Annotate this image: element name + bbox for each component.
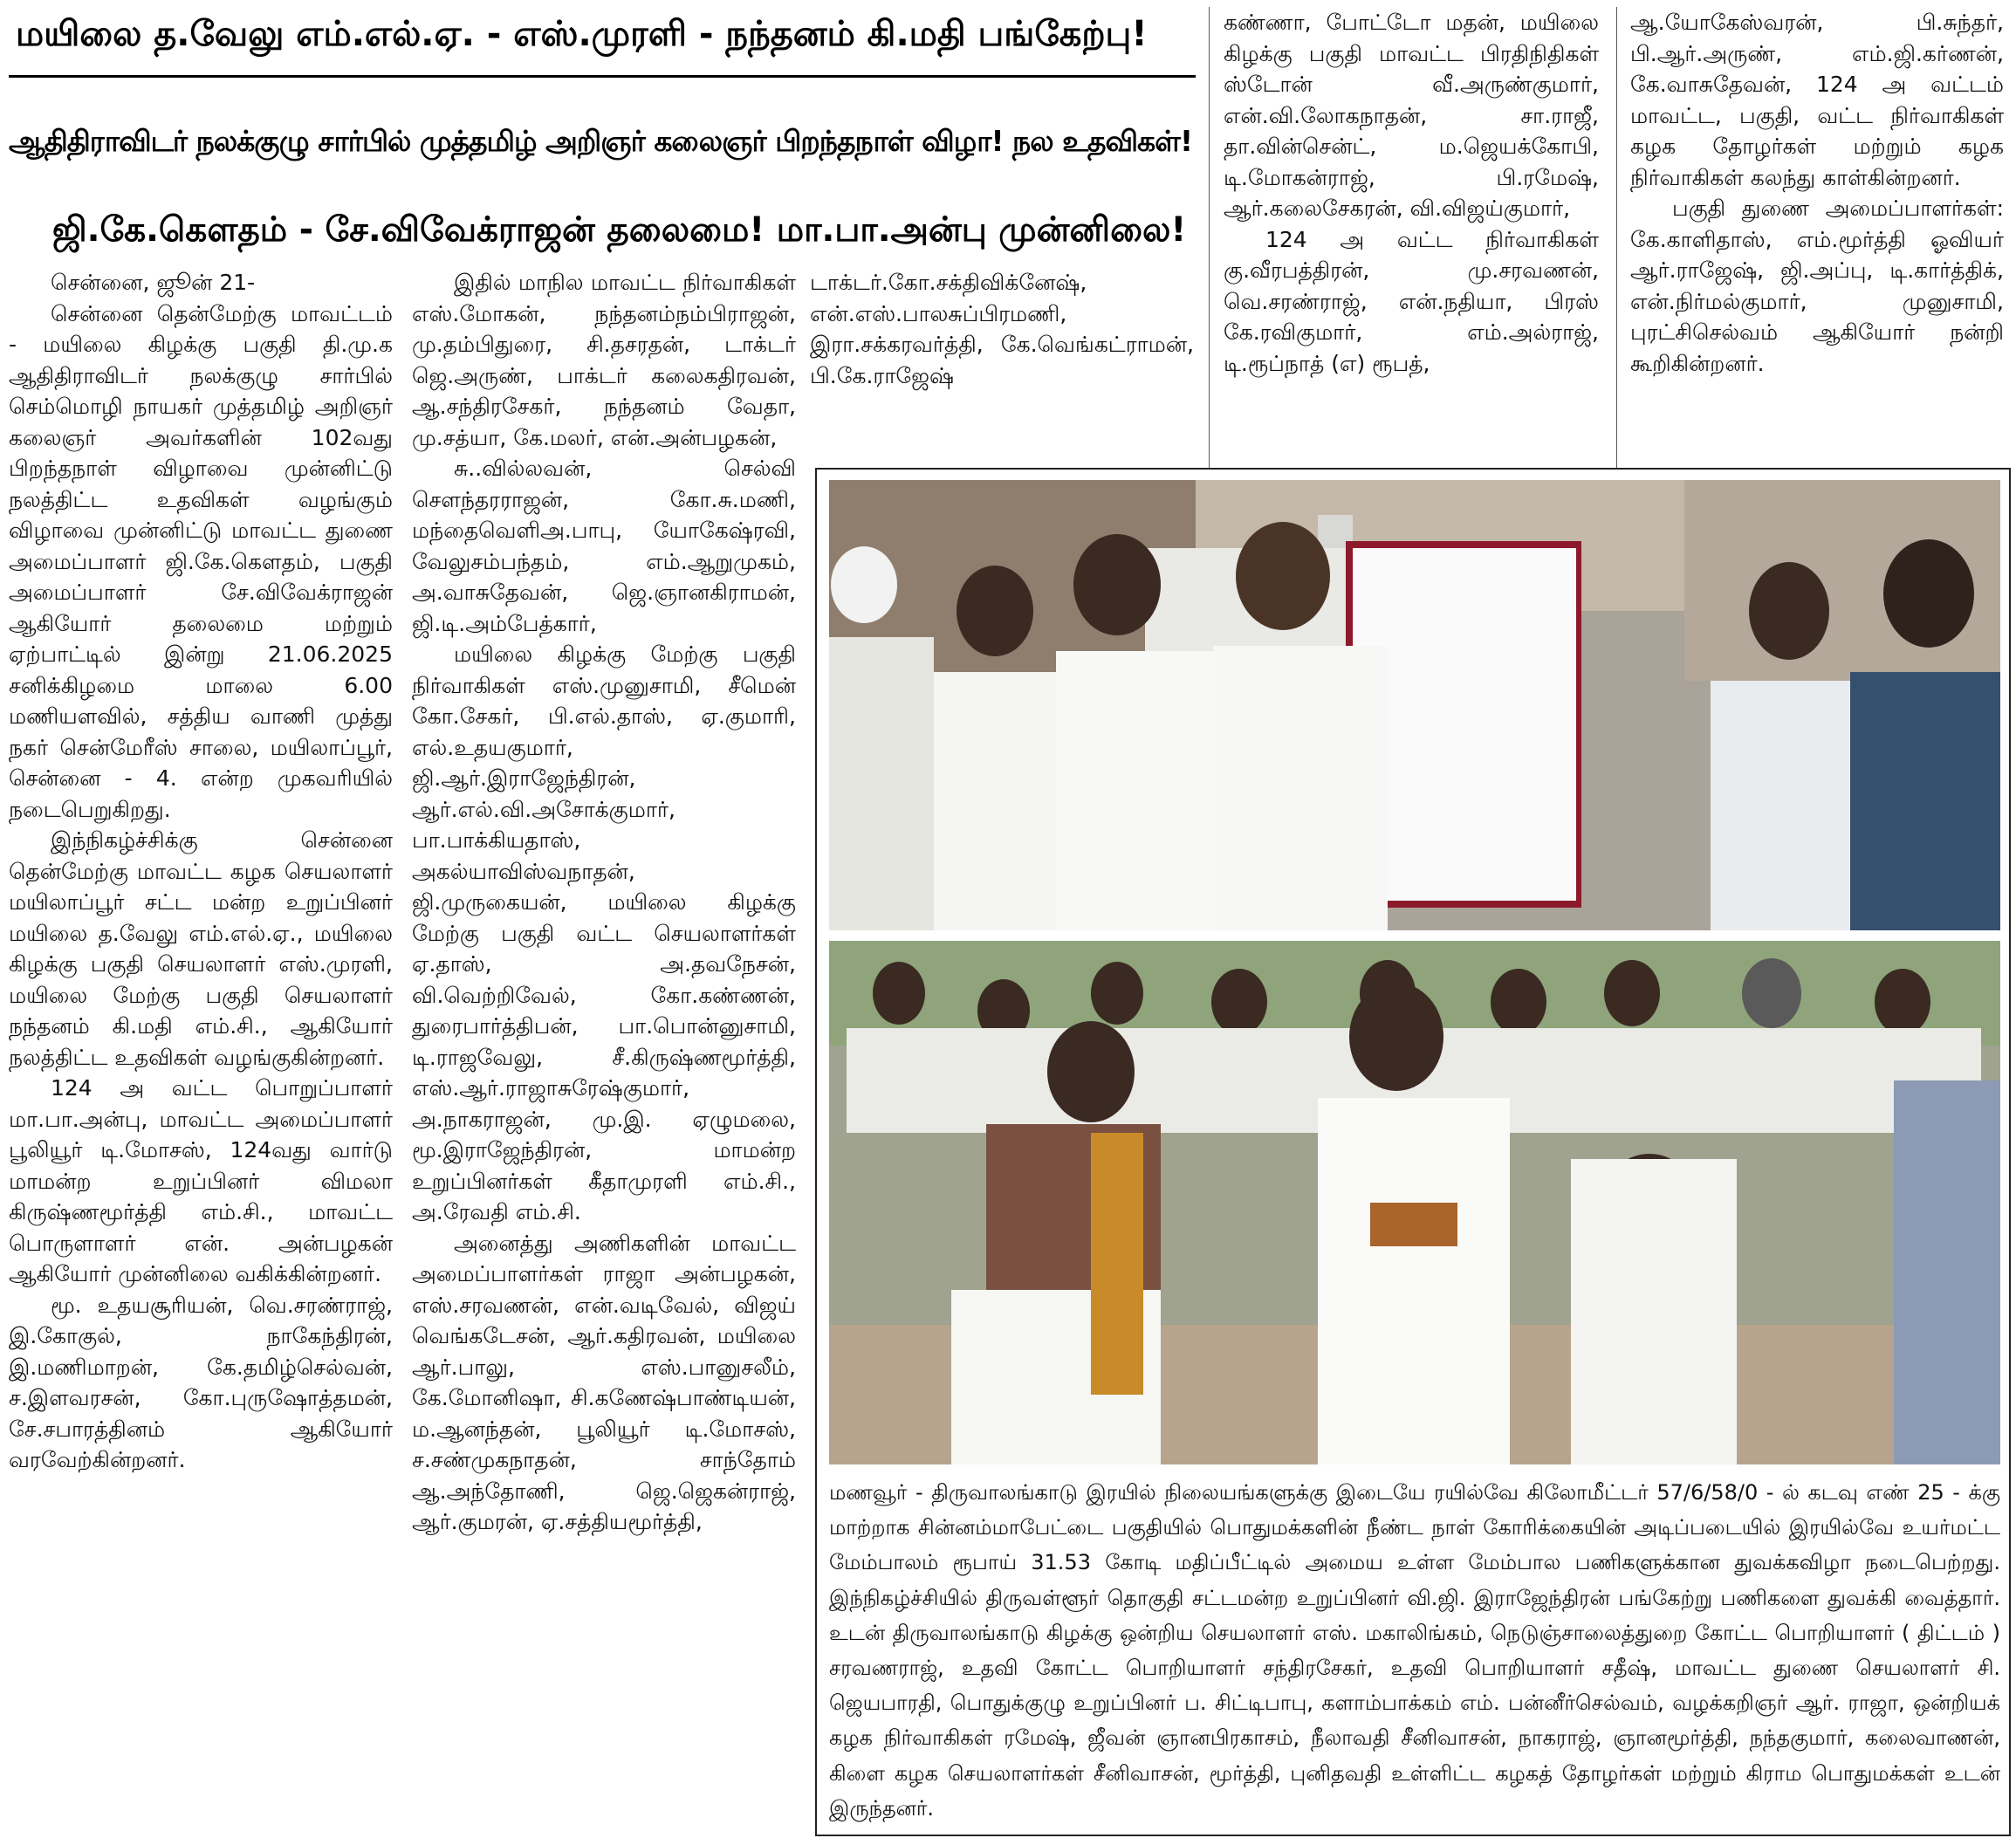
dateline: சென்னை, ஜூன் 21-	[51, 270, 256, 295]
paragraph: 124 அ வட்ட பொறுப்பாளர் மா.பா.அன்பு, மாவட்ட அமைப்பாளர் பூலியூர் டி.மோசஸ், 124வது வார்டு மாமன்ற உறுப்பினர் விமலா கிருஷ்ணமூர்த்தி எம்.சி., மாவட்ட பொருளாளர் என். அன்பழகன் ஆகியோர் முன்னிலை வகிக்கின்றனர்.	[9, 1075, 393, 1286]
paragraph: டாக்டர்.கோ.சக்திவிக்னேஷ், என்.எஸ்.பாலசுப்பிரமணி, இரா.சக்கரவர்த்தி, கே.வெங்கட்ராமன், பி.கே.ராஜேஷ்	[810, 270, 1194, 388]
sub-headline: ஜி.கே.கௌதம் - சே.விவேக்ராஜன் தலைமை! மா.பா.அன்பு முன்னிலை!	[52, 210, 1187, 250]
paragraph: 124 அ வட்ட நிர்வாகிகள் கு.வீரபத்திரன், மு.சரவணன், வெ.சரண்ராஜ், என்.நதியா, பிரஸ் கே.ரவிகுமார், எம்.அல்ராஜ், டி.ரூப்நாத் (எ) ரூபத்,	[1224, 226, 1599, 376]
caption-text: மணவூர் - திருவாலங்காடு இரயில் நிலையங்களுக்கு இடையே ரயில்வே கிலோமீட்டர் 57/6/58/0 - ல் கடவு எண் 25 - க்கு மாற்றாக சின்னம்மாபேட்டை பகுதியில் பொதுமக்களின் நீண்ட நாள் கோரிக்கையின் அடிப்படையில் இரயில்வே உயர்மட்ட மேம்பாலம் ரூபாய் 31.53 கோடி மதிப்பீட்டில் அமைய உள்ள மேம்பால பணிகளுக்கான துவக்கவிழா நடைபெற்றது. இந்நிகழ்ச்சியில் திருவள்ளூர் தொகுதி சட்டமன்ற உறுப்பினர் வி.ஜி. இராஜேந்திரன் பங்கேற்று பணிகளை துவக்கி வைத்தார். உடன் திருவாலங்காடு கிழக்கு ஒன்றிய செயலாளர் எஸ். மகாலிங்கம், நெடுஞ்சாலைத்துறை கோட்ட பொறியாளர் ( திட்டம் ) சரவணராஜ், உதவி கோட்ட பொறியாளர் சந்திரசேகர், உதவி பொறியாளர் சதீஷ், மாவட்ட துணை செயலாளர் சி. ஜெயபாரதி, பொதுக்குழு உறுப்பினர் ப. சிட்டிபாபு, களாம்பாக்கம் எம். பன்னீர்செல்வம், வழக்கறிஞர் ஆர். ராஜா, ஒன்றியக் கழக நிர்வாகிகள் ரமேஷ், ஜீவன் ஞானபிரகாசம், நீலாவதி சீனிவாசன், நாகராஜ், ஞானமூர்த்தி, நந்தகுமார், கலைவாணன், கிளை கழக செயலாளர்கள் சீனிவாசன், மூர்த்தி, புனிதவதி உள்ளிட்ட கழகத் தோழர்கள் மற்றும் கிராம பொதுமக்கள் உடன் இருந்தனர்.	[829, 1480, 2000, 1821]
paragraph: சு..வில்லவன், செல்வி சௌந்தரராஜன், கோ.சு.மணி, மந்தைவெளிஅ.பாபு, யோகேஷ்ரவி, வேலுசம்பந்தம், எம்.ஆறுமுகம், அ.வாசுதேவன், ஜெ.ஞானகிராமன், ஜி.டி.அம்பேத்கார்,	[412, 456, 796, 636]
news-photo-ground-breaking-ceremony	[829, 941, 2000, 1464]
paragraph: மூ. உதயசூரியன், வெ.சரண்ராஜ், இ.கோகுல், நாகேந்திரன், இ.மணிமாறன், கே.தமிழ்செல்வன், ச.இளவரசன், கோ.புருஷோத்தமன், சே.சபாரத்தினம் ஆகியோர் வரவேற்கின்றனர்.	[9, 1292, 393, 1472]
paragraph: கண்ணா, போட்டோ மதன், மயிலை கிழக்கு பகுதி மாவட்ட பிரதிநிதிகள் ஸ்டோன் வீ.அருண்குமார், என்.வி.லோகநாதன், சா.ராஜீ, தா.வின்சென்ட், ம.ஜெயக்கோபி, டி.மோகன்ராஜ், பி.ரமேஷ், ஆர்.கலைசேகரன், வி.விஜய்குமார்,	[1224, 10, 1599, 221]
article-column-2	[412, 267, 796, 1838]
headline-divider	[9, 75, 1196, 78]
photo-caption	[829, 1475, 2000, 1828]
paragraph: அனைத்து அணிகளின் மாவட்ட அமைப்பாளர்கள் ராஜா அன்பழகன், எஸ்.சரவணன், என்.வடிவேல், விஜய் வெங்கடேசன், ஆர்.கதிரவன், மயிலை ஆர்.பாலு, எஸ்.பானுசலீம், கே.மோனிஷா, சி.கணேஷ்பாண்டியன், ம.ஆனந்தன், பூலியூர் டி.மோசஸ், ச.சண்முகநாதன், சாந்தோம் ஆ.அந்தோணி, ஜெ.ஜெகன்ராஜ், ஆர்.குமரன், ஏ.சத்தியமூர்த்தி,	[412, 1230, 796, 1534]
paragraph: மயிலை கிழக்கு மேற்கு பகுதி நிர்வாகிகள் எஸ்.முனுசாமி, சீமென் கோ.சேகர், பி.எல்.தாஸ், ஏ.குமாரி, எல்.உதயகுமார், ஜி.ஆர்.இராஜேந்திரன், ஆர்.எல்.வி.அசோக்குமார், பா.பாக்கியதாஸ், அகல்யாவிஸ்வநாதன், ஜி.முருகையன், மயிலை கிழக்கு மேற்கு பகுதி வட்ட செயலாளர்கள் ஏ.தாஸ், அ.தவநேசன், வி.வெற்றிவேல், கோ.கண்ணன், துரைபார்த்திபன், பா.பொன்னுசாமி, டி.ராஜவேலு, சீ.கிருஷ்ணமூர்த்தி, எஸ்.ஆர்.ராஜாசுரேஷ்குமார், அ.நாகராஜன், மு.இ. ஏழுமலை, மூ.இராஜேந்திரன், மாமன்ற உறுப்பினர்கள் கீதாமுரளி எம்.சி., அ.ரேவதி எம்.சி.	[412, 641, 796, 1224]
paragraph: ஆ.யோகேஸ்வரன், பி.சுந்தர், பி.ஆர்.அருண், எம்.ஜி.கர்ணன், கே.வாசுதேவன், 124 அ வட்டம் மாவட்ட, பகுதி, வட்ட நிர்வாகிகள் கழக தோழர்கள் மற்றும் கழக நிர்வாகிகள் கலந்து காள்கின்றனர்.	[1630, 10, 2004, 190]
article-column-1	[9, 267, 393, 1838]
news-photo-whiteboard-discussion	[829, 480, 2000, 930]
paragraph: இதில் மாநில மாவட்ட நிர்வாகிகள் எஸ்.மோகன், நந்தனம்நம்பிராஜன், மு.தம்பிதுரை, சி.தசரதன், டாக்டர் ஜெ.அருண், பாக்டர் கலைகதிரவன், ஆ.சந்திரசேகர், நந்தனம் வேதா, மு.சத்யா, கே.மலர், என்.அன்பழகன்,	[412, 270, 796, 450]
photo-story-box	[815, 468, 2011, 1836]
top-kicker-headline: மயிலை த.வேலு எம்.எல்.ஏ. - எஸ்.முரளி - நந்தனம் கி.மதி பங்கேற்பு!	[16, 14, 1148, 54]
paragraph: சென்னை தென்மேற்கு மாவட்டம் - மயிலை கிழக்கு பகுதி தி.மு.க ஆதிதிராவிடர் நலக்குழு சார்பில் செம்மொழி நாயகர் முத்தமிழ் அறிஞர் கலைஞர் அவர்களின் 102வது பிறந்தநாள் விழாவை முன்னிட்டு நலத்திட்ட உதவிகள் வழங்கும் விழாவை முன்னிட்டு மாவட்ட துணை அமைப்பாளர் ஜி.கே.கௌதம், பகுதி அமைப்பாளர் சே.விவேக்ராஜன் ஆகியோர் தலைமை மற்றும் ஏற்பாட்டில் இன்று 21.06.2025 சனிக்கிழமை மாலை 6.00 மணியளவில், சத்திய வாணி முத்து நகர் சென்மேரீஸ் சாலை, மயிலாப்பூர், சென்னை - 4. என்ற முகவரியில் நடைபெறுகிறது.	[9, 300, 393, 822]
main-headline: ஆதிதிராவிடர் நலக்குழு சார்பில் முத்தமிழ் அறிஞர் கலைஞர் பிறந்தநாள் விழா! நல உதவிகள்!	[9, 124, 1192, 158]
paragraph: பகுதி துணை அமைப்பாளர்கள்: கே.காளிதாஸ், எம்.மூர்த்தி ஓவியர் ஆர்.ராஜேஷ், ஜி.அப்பு, டி.கார்த்திக், என்.நிர்மல்குமார், முனுசாமி, புரட்சிசெல்வம் ஆகியோர் நன்றி கூறிகின்றனர்.	[1630, 195, 2004, 376]
paragraph: இந்நிகழ்ச்சிக்கு சென்னை தென்மேற்கு மாவட்ட கழக செயலாளர் மயிலாப்பூர் சட்ட மன்ற உறுப்பினர் மயிலை த.வேலு எம்.எல்.ஏ., மயிலை கிழக்கு பகுதி செயலாளர் எஸ்.முரளி, மயிலை மேற்கு பகுதி செயலாளர் நந்தனம் கி.மதி எம்.சி., ஆகியோர் நலத்திட்ட உதவிகள் வழங்குகின்றனர்.	[9, 827, 393, 1070]
